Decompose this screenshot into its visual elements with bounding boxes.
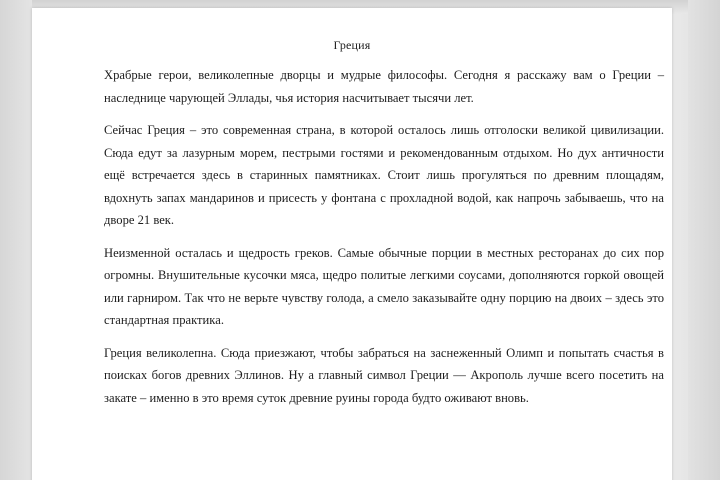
- document-page[interactable]: [32, 8, 672, 480]
- paragraph-2: Сейчас Греция – это современная страна, в которой осталось лишь отголоски великой цивилизации. Сюда едут за лазурным морем, пестрыми гостями и рекомендованным отдыхом. Но дух античности ещё встречается здесь в старинных памятниках. Стоит лишь прогуляться по древним площадям, вдохнуть запах мандаринов и присесть у фонтана с прохладной водой, как напрочь забываешь, что на дворе 21 век.: [104, 123, 664, 227]
- right-margin-area: [688, 0, 720, 480]
- paragraph-3: Неизменной осталась и щедрость греков. Самые обычные порции в местных ресторанах до сих пор огромны. Внушительные кусочки мяса, щедро политые легкими соусами, дополняются горкой овощей или гарниром. Так что не верьте чувству голода, а смело заказывайте одну порцию на двоих – здесь это стандартная практика.: [104, 245, 664, 327]
- paragraph-1: Храбрые герои, великолепные дворцы и мудрые философы. Сегодня я расскажу вам о Греции – наследнице чарующей Эллады, чья история насчитывает тысячи лет.: [104, 68, 664, 105]
- left-margin-area: [0, 0, 32, 480]
- page-title: Греция: [333, 38, 371, 52]
- document-body[interactable]: [104, 64, 664, 419]
- paragraph-4: Греция великолепна. Сюда приезжают, чтобы забраться на заснеженный Олимп и попытать счастья в поисках богов древних Эллинов. Ну а главный символ Греции — Акрополь лучше всего посетить на закате – именно в это время суток древние руины города будто оживают вновь.: [104, 345, 664, 405]
